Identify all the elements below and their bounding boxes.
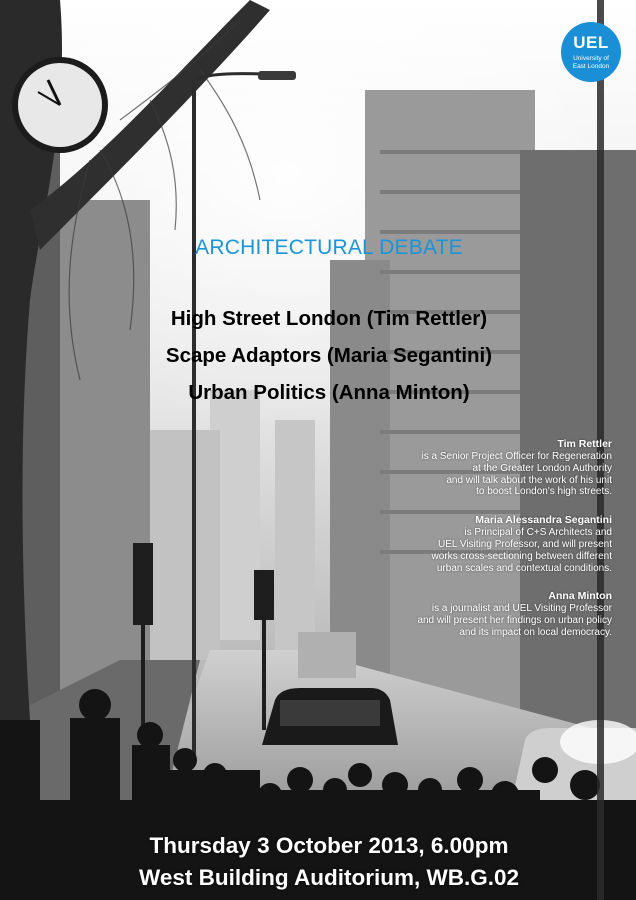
speaker-bio [252,513,612,574]
speaker-bio [252,437,612,498]
talk-titles [0,300,636,411]
talk-title: Urban Politics (Anna Minton) [188,381,470,404]
event-venue: West Building Auditorium, WB.G.02 [139,865,519,890]
speaker-name: Anna Minton [548,590,612,603]
speaker-name: Tim Rettler [557,438,612,450]
speaker-bio-line: is a journalist and UEL Visiting Professor [431,603,612,615]
talk-title: Scape Adaptors (Maria Segantini) [165,344,493,367]
speaker-bio [252,589,612,638]
speaker-bio-line: at the Greater London Authority [472,462,612,474]
event-date-time: Thursday 3 October 2013, 6.00pm [149,833,509,858]
speaker-bio-line: is a Senior Project Officer for Regeneration [421,451,612,462]
speaker-bio-line: is Principal of C+S Architects and [464,527,612,539]
uel-logo-mark: UEL [573,33,609,52]
speaker-bio-line: and will present her findings on urban policy [417,615,612,627]
speaker-name: Maria Alessandra Segantini [475,514,612,527]
talk-title: High Street London (Tim Rettler) [170,307,488,330]
speaker-bio-line: works cross-sectioning between different [431,550,612,562]
speaker-bios [252,437,612,654]
uel-logo[interactable] [561,22,621,82]
speaker-bio-line: UEL Visiting Professor, and will present [438,538,612,550]
event-details [0,830,636,894]
uel-logo-subtitle: University of East London [572,55,610,70]
speaker-bio-line: to boost London's high streets. [476,486,612,498]
speaker-bio-line: and its impact on local democracy. [459,626,612,638]
event-type-heading: ARCHITECTURAL DEBATE [195,236,463,259]
speaker-bio-line: urban scales and contextual conditions. [436,562,612,574]
speaker-bio-line: and will talk about the work of his unit [446,474,612,486]
